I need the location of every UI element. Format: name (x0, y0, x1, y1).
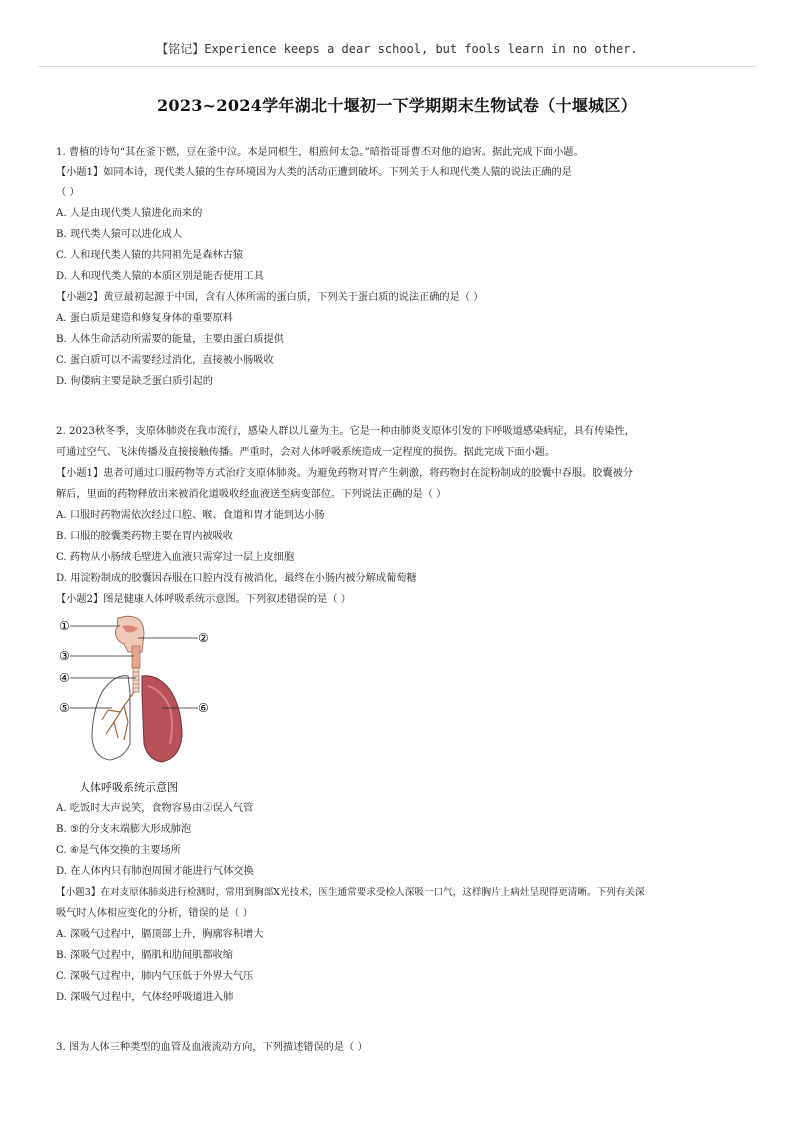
q2-sub2-option-a: A. 吃饭时大声说笑，食物容易由②误入气管 (56, 803, 254, 814)
q2-sub2-stem: 【小题2】图是健康人体呼吸系统示意图。下列叙述错误的是（ ） (56, 594, 351, 605)
figure-label-5: ⑤ (59, 701, 70, 715)
q1-sub1-option-d: D. 人和现代类人猿的本质区别是能否使用工具 (56, 271, 264, 282)
q2-sub2-option-b: B. ⑤的分支末端膨大形成肺泡 (56, 824, 192, 835)
q1-sub1-option-b: B. 现代类人猿可以进化成人 (56, 229, 183, 240)
q2-sub2-option-d: D. 在人体内只有肺泡周围才能进行气体交换 (56, 866, 254, 877)
q1-sub2-option-d: D. 佝偻病主要是缺乏蛋白质引起的 (56, 376, 213, 387)
q1-sub2-option-b: B. 人体生命活动所需要的能量，主要由蛋白质提供 (56, 334, 284, 345)
q1-sub1-blank: （ ） (56, 187, 80, 198)
left-lung-outline (92, 676, 130, 760)
q2-sub1-stem-line1: 【小题1】患者可通过口服药物等方式治疗支原体肺炎。为避免药物对胃产生刺激，将药物封在淀粉制成的胶囊中吞服。胶囊被分 (56, 468, 633, 479)
q2-sub2-option-c: C. ⑥是气体交换的主要场所 (56, 845, 181, 856)
figure-label-3: ③ (59, 649, 70, 663)
q2-sub1-option-c: C. 药物从小肠绒毛壁进入血液只需穿过一层上皮细胞 (56, 552, 295, 563)
q2-stem-line1: 2. 2023秋冬季，支原体肺炎在我市流行，感染人群以儿童为主。它是一种由肺炎支原体引发的下呼吸道感染病症，具有传染性， (56, 426, 635, 437)
q2-stem-line2: 可通过空气、飞沫传播及直接接触传播。严重时，会对人体呼吸系统造成一定程度的损伤。据此完成下面小题。 (56, 447, 556, 458)
q2-sub3-option-a: A. 深吸气过程中，膈顶部上升，胸廓容积增大 (56, 929, 264, 940)
figure-label-1: ① (59, 619, 70, 633)
page-title: 2023~2024学年湖北十堰初一下学期期末生物试卷（十堰城区） (156, 96, 638, 115)
q1-stem: 1. 曹植的诗句“其在釜下燃，豆在釜中泣。本是同根生，相煎何太急。”暗指哥哥曹丕对他的迫害。据此完成下面小题。 (56, 147, 584, 158)
larynx-shape (132, 646, 140, 668)
figure-label-2: ② (198, 631, 209, 645)
q2-sub1-option-d: D. 用淀粉制成的胶囊因吞服在口腔内没有被消化，最终在小肠内被分解成葡萄糖 (56, 573, 417, 584)
q2-sub3-stem-line2: 吸气时人体相应变化的分析，错误的是（ ） (56, 908, 253, 919)
q2-sub3-stem-line1: 【小题3】在对支原体肺炎进行检测时，常用到胸部X光技术，医生通常要求受检人深吸一口气，这样胸片上病灶呈现得更清晰。下列有关深 (56, 887, 645, 898)
right-lung-shape (142, 676, 182, 762)
q1-sub1-option-c: C. 人和现代类人猿的共同祖先是森林古猿 (56, 250, 244, 261)
respiratory-system-figure (58, 612, 228, 782)
q2-sub1-stem-line2: 解后，里面的药物释放出来被消化道吸收经血液送至病变部位。下列说法正确的是（ ） (56, 489, 447, 500)
q2-sub3-option-b: B. 深吸气过程中，膈肌和肋间肌都收缩 (56, 950, 233, 961)
q2-sub1-option-b: B. 口服的胶囊类药物主要在胃内被吸收 (56, 531, 233, 542)
figure-caption: 人体呼吸系统示意图 (79, 781, 178, 794)
respiratory-diagram-svg (58, 612, 228, 782)
q1-sub2-option-c: C. 蛋白质可以不需要经过消化，直接被小肠吸收 (56, 355, 274, 366)
q2-sub3-option-d: D. 深吸气过程中，气体经呼吸道进入肺 (56, 992, 234, 1003)
q1-sub2-stem: 【小题2】黄豆最初起源于中国，含有人体所需的蛋白质，下列关于蛋白质的说法正确的是（ ） (56, 292, 484, 303)
q3-stem: 3. 图为人体三种类型的血管及血液流动方向，下列描述错误的是（ ） (56, 1042, 368, 1053)
figure-label-6: ⑥ (198, 701, 209, 715)
q2-sub3-option-c: C. 深吸气过程中，肺内气压低于外界大气压 (56, 971, 254, 982)
header-divider (38, 66, 756, 67)
q1-sub1-option-a: A. 人是由现代类人猿进化而来的 (56, 208, 203, 219)
page-motto: 【铭记】Experience keeps a dear school, but fools learn in no other. (156, 42, 638, 56)
figure-label-4: ④ (59, 671, 70, 685)
q2-sub1-option-a: A. 口服时药物需依次经过口腔、喉、食道和胃才能到达小肠 (56, 510, 325, 521)
q1-sub2-option-a: A. 蛋白质是建造和修复身体的重要原料 (56, 313, 233, 324)
q1-sub1-stem: 【小题1】如同本诗，现代类人猿的生存环境因为人类的活动正遭到破坏。下列关于人和现代类人猿的说法正确的是 (56, 167, 572, 178)
